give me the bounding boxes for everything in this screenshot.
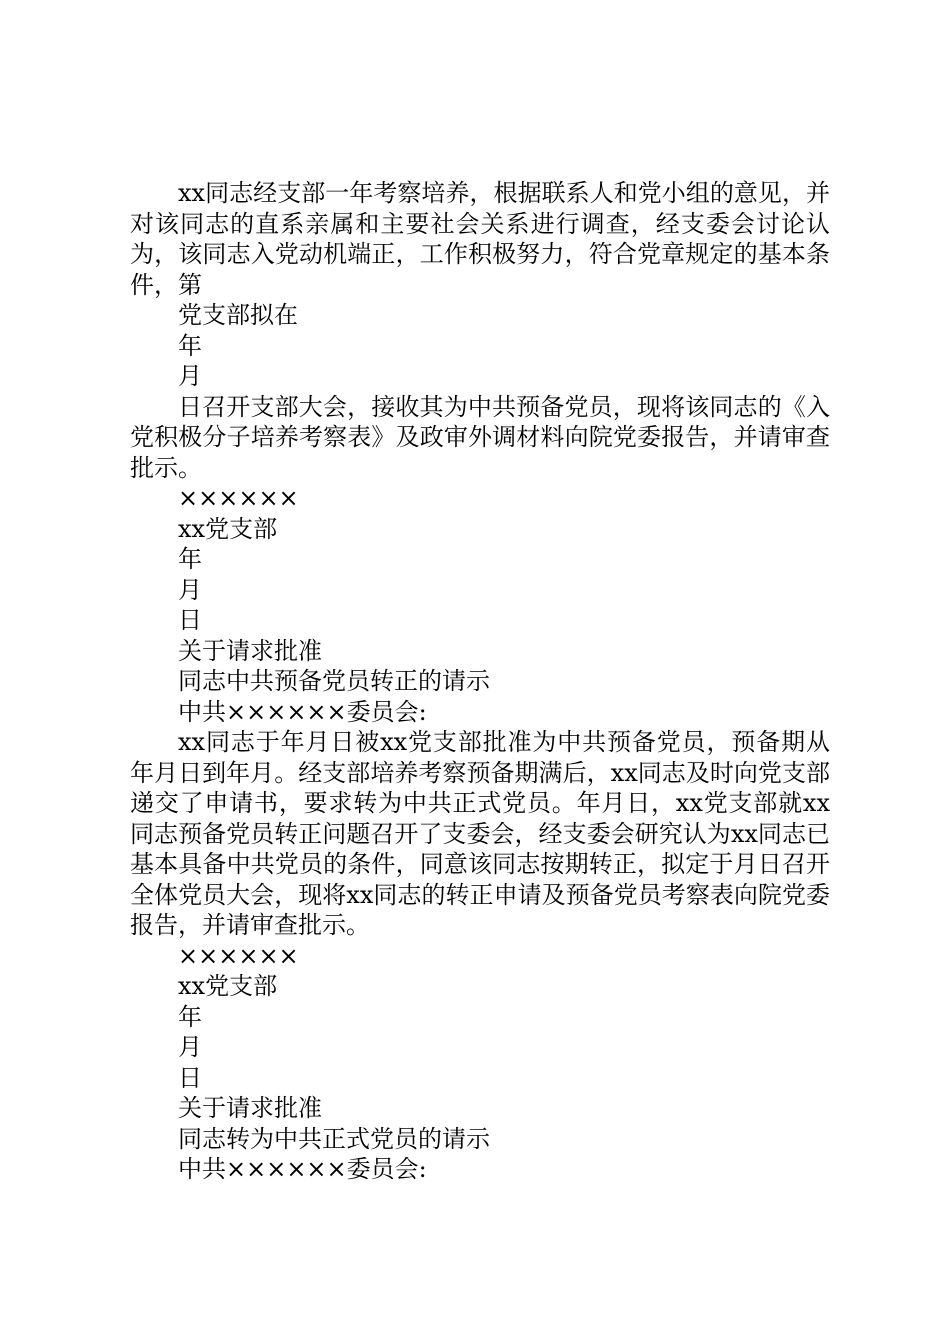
- request-title-line: 同志中共预备党员转正的请示: [178, 667, 490, 695]
- signature-branch: xx党支部: [178, 514, 278, 543]
- text-line: 党支部拟在: [178, 301, 298, 329]
- body-paragraph: 日召开支部大会，接收其为中共预备党员，现将该同志的《入党积极分子培养考察表》及政审外调材料向院党委报告，并请审查批示。: [130, 392, 830, 482]
- document-body: [130, 178, 830, 1185]
- salutation: 中共××××××委员会:: [178, 697, 427, 726]
- date-month: 月: [178, 1033, 202, 1061]
- body-paragraph: xx同志经支部一年考察培养，根据联系人和党小组的意见，并对该同志的直系亲属和主要社会关系进行调查，经支委会讨论认为，该同志入党动机端正，工作积极努力，符合党章规定的基本条件，第: [130, 179, 830, 299]
- signature-marks: ××××××: [178, 484, 299, 512]
- text-line: 年: [178, 331, 202, 360]
- body-paragraph: xx同志于年月日被xx党支部批准为中共预备党员，预备期从年月日到年月。经支部培养考察预备期满后，xx同志及时向党支部递交了申请书，要求转为中共正式党员。年月日，xx党支部就xx同志预备党员转正问题召开了支委会，经支委会研究认为xx同志已基本具备中共党员的条件，同意该同志按期转正，拟定于月日召开全体党员大会，现将xx同志的转正申请及预备党员考察表向院党委报告，并请审查批示。: [130, 728, 830, 939]
- signature-branch: xx党支部: [178, 972, 278, 1000]
- request-title-line: 关于请求批准: [178, 636, 322, 665]
- date-year: 年: [178, 545, 202, 573]
- text-line: 月: [178, 362, 202, 390]
- signature-marks: ××××××: [178, 941, 299, 970]
- request-title-line: 同志转为中共正式党员的请示: [178, 1124, 490, 1153]
- date-day: 日: [178, 1063, 202, 1092]
- date-month: 月: [178, 575, 202, 604]
- request-title-line: 关于请求批准: [178, 1094, 322, 1122]
- date-day: 日: [178, 606, 202, 634]
- date-year: 年: [178, 1002, 202, 1031]
- salutation: 中共××××××委员会:: [178, 1155, 427, 1183]
